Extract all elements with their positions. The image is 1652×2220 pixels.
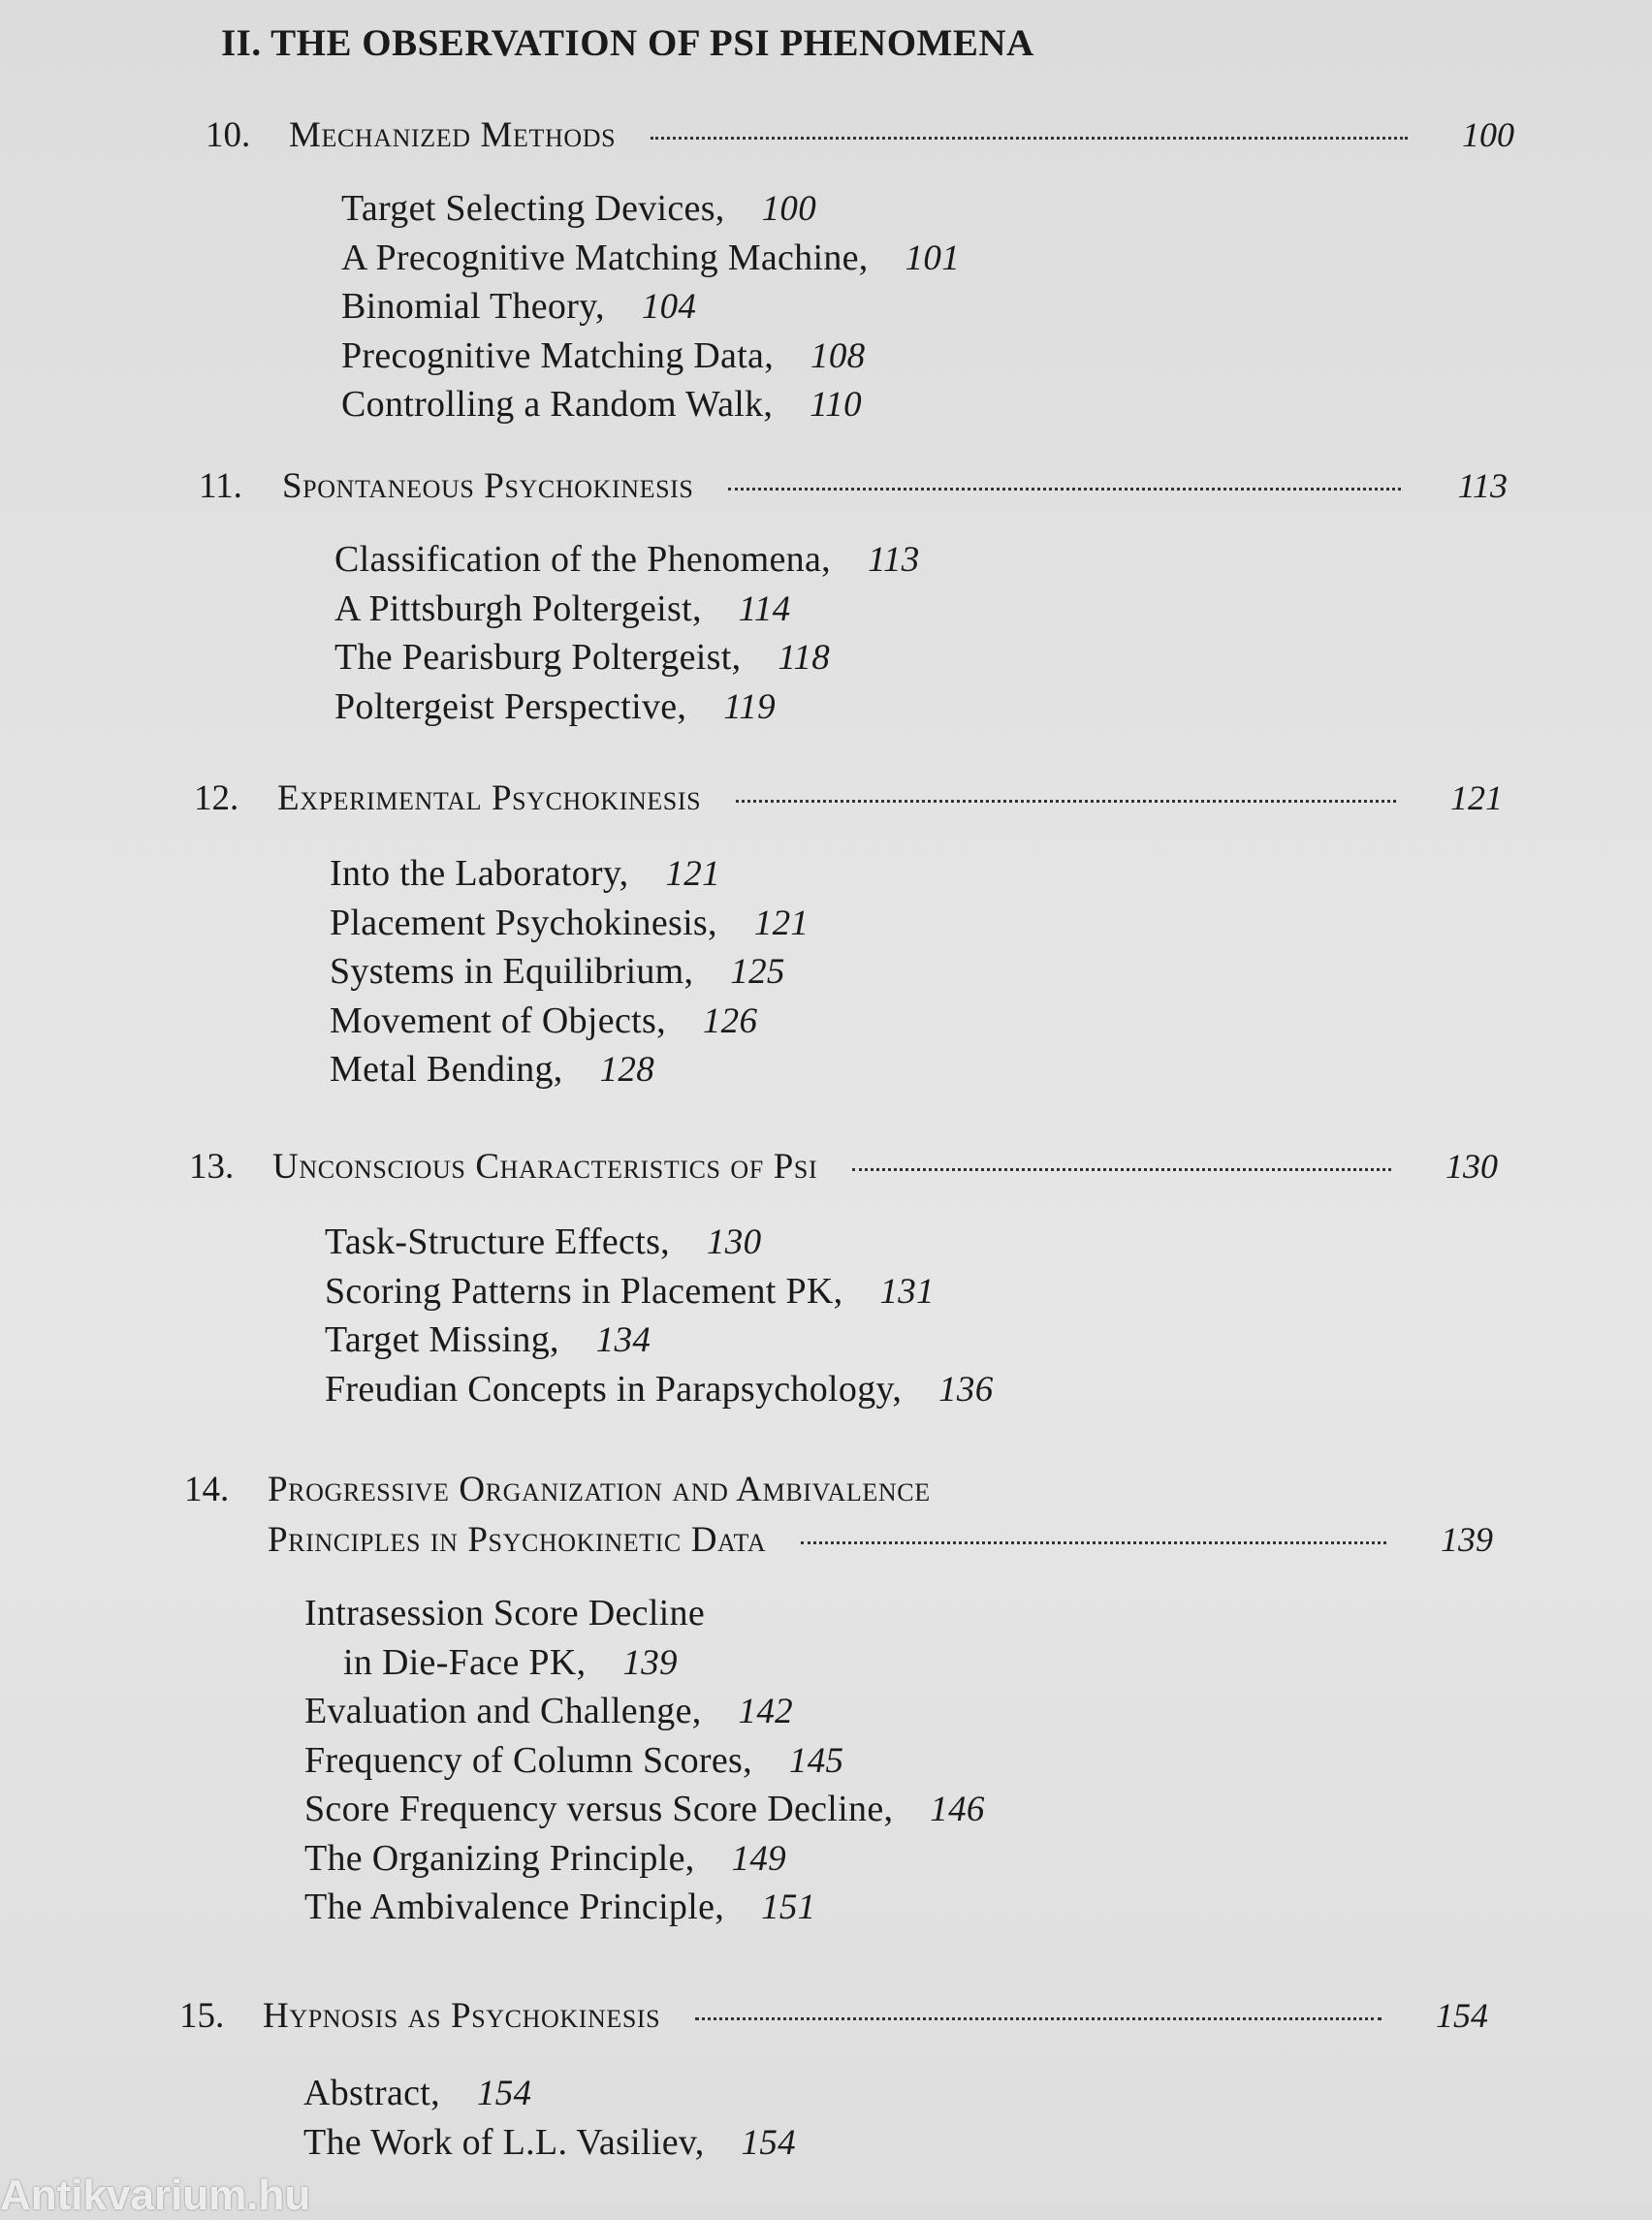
section-entry[interactable] (304, 1687, 1493, 1736)
section-entry[interactable] (304, 1785, 1493, 1834)
chapter-title: Spontaneous Psychokinesis (282, 466, 694, 506)
section-entry[interactable] (330, 997, 1503, 1046)
section-page-number: 101 (905, 238, 960, 278)
chapter-page-number: 113 (1457, 466, 1508, 505)
chapter-number: 12. (194, 778, 239, 818)
section-page-number: 130 (706, 1222, 762, 1262)
section-list (189, 1218, 1498, 1413)
chapter-10 (206, 114, 1514, 429)
section-page-number: 119 (723, 686, 776, 727)
section-entry[interactable] (334, 682, 1508, 732)
section-page-number: 151 (761, 1887, 816, 1927)
section-entry[interactable] (330, 899, 1503, 948)
section-entry[interactable] (303, 2069, 1488, 2118)
section-page-number: 134 (595, 1320, 651, 1360)
section-entry[interactable] (330, 947, 1503, 997)
section-entry[interactable] (341, 234, 1514, 283)
chapter-heading[interactable] (206, 114, 1514, 165)
chapter-heading[interactable] (179, 1995, 1488, 2046)
section-entry[interactable] (334, 535, 1508, 585)
watermark: Antikvarium.hu (0, 2172, 311, 2219)
chapter-heading[interactable] (189, 1146, 1498, 1196)
section-list (184, 1589, 1493, 1932)
chapter-heading[interactable] (199, 465, 1508, 516)
section-title: Scoring Patterns in Placement PK, (325, 1270, 843, 1312)
section-page-number: 108 (810, 335, 866, 376)
section-title: Poltergeist Perspective, (334, 685, 687, 727)
section-title: Metal Bending, (330, 1049, 563, 1090)
section-page-number: 126 (702, 1000, 758, 1041)
section-entry-continued[interactable] (304, 1638, 1493, 1688)
section-list (179, 2069, 1488, 2167)
section-entry[interactable] (304, 1834, 1493, 1884)
chapter-number: 10. (206, 115, 251, 155)
section-title: The Pearisburg Poltergeist, (334, 637, 742, 678)
chapter-title: Progressive Organization and Ambivalence (268, 1470, 931, 1509)
section-page-number: 114 (738, 588, 791, 629)
section-page-number: 110 (810, 385, 862, 425)
section-entry[interactable] (341, 380, 1514, 429)
section-title: Score Frequency versus Score Decline, (304, 1789, 894, 1829)
section-page-number: 154 (741, 2122, 796, 2163)
section-page-number: 146 (930, 1790, 985, 1829)
section-entry[interactable] (304, 1589, 1493, 1638)
section-entry[interactable] (341, 184, 1514, 234)
section-page-number: 104 (641, 287, 697, 327)
chapter-title: Mechanized Methods (289, 115, 617, 155)
section-title: Systems in Equilibrium, (330, 951, 694, 992)
chapter-13 (189, 1146, 1498, 1413)
section-entry[interactable] (341, 332, 1514, 381)
section-page-number: 118 (778, 638, 831, 678)
section-page-number: 136 (938, 1369, 994, 1410)
section-page-number: 100 (761, 189, 817, 229)
chapter-page-number: 139 (1441, 1520, 1493, 1559)
section-page-number: 125 (730, 952, 785, 992)
section-page-number: 139 (622, 1642, 678, 1683)
chapter-title-line2: Principles in Psychokinetic Data (268, 1520, 767, 1560)
dot-leader (728, 488, 1401, 491)
section-title: Task-Structure Effects, (325, 1221, 670, 1262)
section-list (206, 184, 1514, 429)
section-entry[interactable] (334, 585, 1508, 634)
chapter-heading-continued[interactable] (184, 1519, 1493, 1570)
chapter-number: 13. (189, 1147, 235, 1187)
section-title: Abstract, (303, 2073, 440, 2113)
section-title: The Ambivalence Principle, (304, 1887, 725, 1927)
section-title: Target Missing, (325, 1319, 559, 1360)
section-entry[interactable] (330, 1045, 1503, 1094)
dot-leader (801, 1541, 1386, 1544)
chapter-page-number: 121 (1450, 778, 1503, 817)
section-entry[interactable] (330, 849, 1503, 899)
chapter-heading[interactable] (184, 1469, 1493, 1519)
section-title: Target Selecting Devices, (341, 188, 725, 229)
section-entry[interactable] (325, 1218, 1498, 1267)
chapter-number: 11. (199, 466, 242, 506)
section-entry[interactable] (325, 1316, 1498, 1365)
section-title: Classification of the Phenomena, (334, 539, 831, 580)
section-page-number: 154 (476, 2074, 532, 2113)
section-entry[interactable] (325, 1267, 1498, 1316)
section-title: A Precognitive Matching Machine, (341, 237, 869, 278)
section-title: The Work of L.L. Vasiliev, (303, 2121, 705, 2163)
section-entry[interactable] (303, 2118, 1488, 2168)
section-title: A Pittsburgh Poltergeist, (334, 587, 702, 629)
chapter-number: 15. (179, 1996, 225, 2036)
dot-leader (651, 137, 1408, 140)
chapter-title: Experimental Psychokinesis (277, 778, 702, 818)
section-title: Precognitive Matching Data, (341, 334, 775, 376)
section-page-number: 131 (879, 1271, 935, 1312)
section-title: Freudian Concepts in Parapsychology, (325, 1368, 903, 1410)
section-page-number: 113 (867, 540, 920, 580)
section-entry[interactable] (325, 1365, 1498, 1414)
section-list (199, 535, 1508, 731)
section-page-number: 128 (599, 1050, 655, 1090)
chapter-12 (194, 777, 1503, 1094)
chapter-14 (184, 1469, 1493, 1932)
dot-leader (852, 1168, 1391, 1171)
chapter-heading[interactable] (194, 777, 1503, 828)
section-list (194, 849, 1503, 1094)
section-title: Binomial Theory, (341, 286, 605, 327)
section-title: Frequency of Column Scores, (304, 1739, 752, 1781)
section-page-number: 121 (665, 854, 720, 894)
section-entry[interactable] (334, 633, 1508, 682)
section-title: Intrasession Score Decline (304, 1593, 705, 1633)
section-title: in Die-Face PK, (343, 1641, 587, 1683)
chapter-15 (179, 1995, 1488, 2167)
chapter-page-number: 154 (1436, 1996, 1488, 2035)
section-entry[interactable] (341, 282, 1514, 332)
chapter-number: 14. (184, 1470, 230, 1509)
chapter-title: Hypnosis as Psychokinesis (263, 1996, 661, 2036)
chapter-page-number: 100 (1462, 115, 1514, 154)
chapter-title: Unconscious Characteristics of Psi (272, 1147, 818, 1187)
dot-leader (695, 2017, 1382, 2020)
section-title: Movement of Objects, (330, 999, 666, 1041)
section-title: Placement Psychokinesis, (330, 902, 717, 943)
section-title: Into the Laboratory, (330, 853, 629, 894)
section-page-number: 145 (788, 1740, 844, 1781)
section-title: The Organizing Principle, (304, 1837, 695, 1879)
section-page-number: 142 (738, 1692, 793, 1731)
part-heading: II. THE OBSERVATION OF PSI PHENOMENA (221, 22, 1034, 64)
dot-leader (736, 800, 1396, 803)
section-title: Controlling a Random Walk, (341, 384, 774, 425)
section-title: Evaluation and Challenge, (304, 1691, 702, 1731)
chapter-page-number: 130 (1446, 1147, 1498, 1186)
section-page-number: 121 (753, 903, 810, 943)
section-entry[interactable] (304, 1736, 1493, 1786)
section-entry[interactable] (304, 1883, 1493, 1932)
chapter-11 (199, 465, 1508, 731)
section-page-number: 149 (731, 1838, 786, 1879)
